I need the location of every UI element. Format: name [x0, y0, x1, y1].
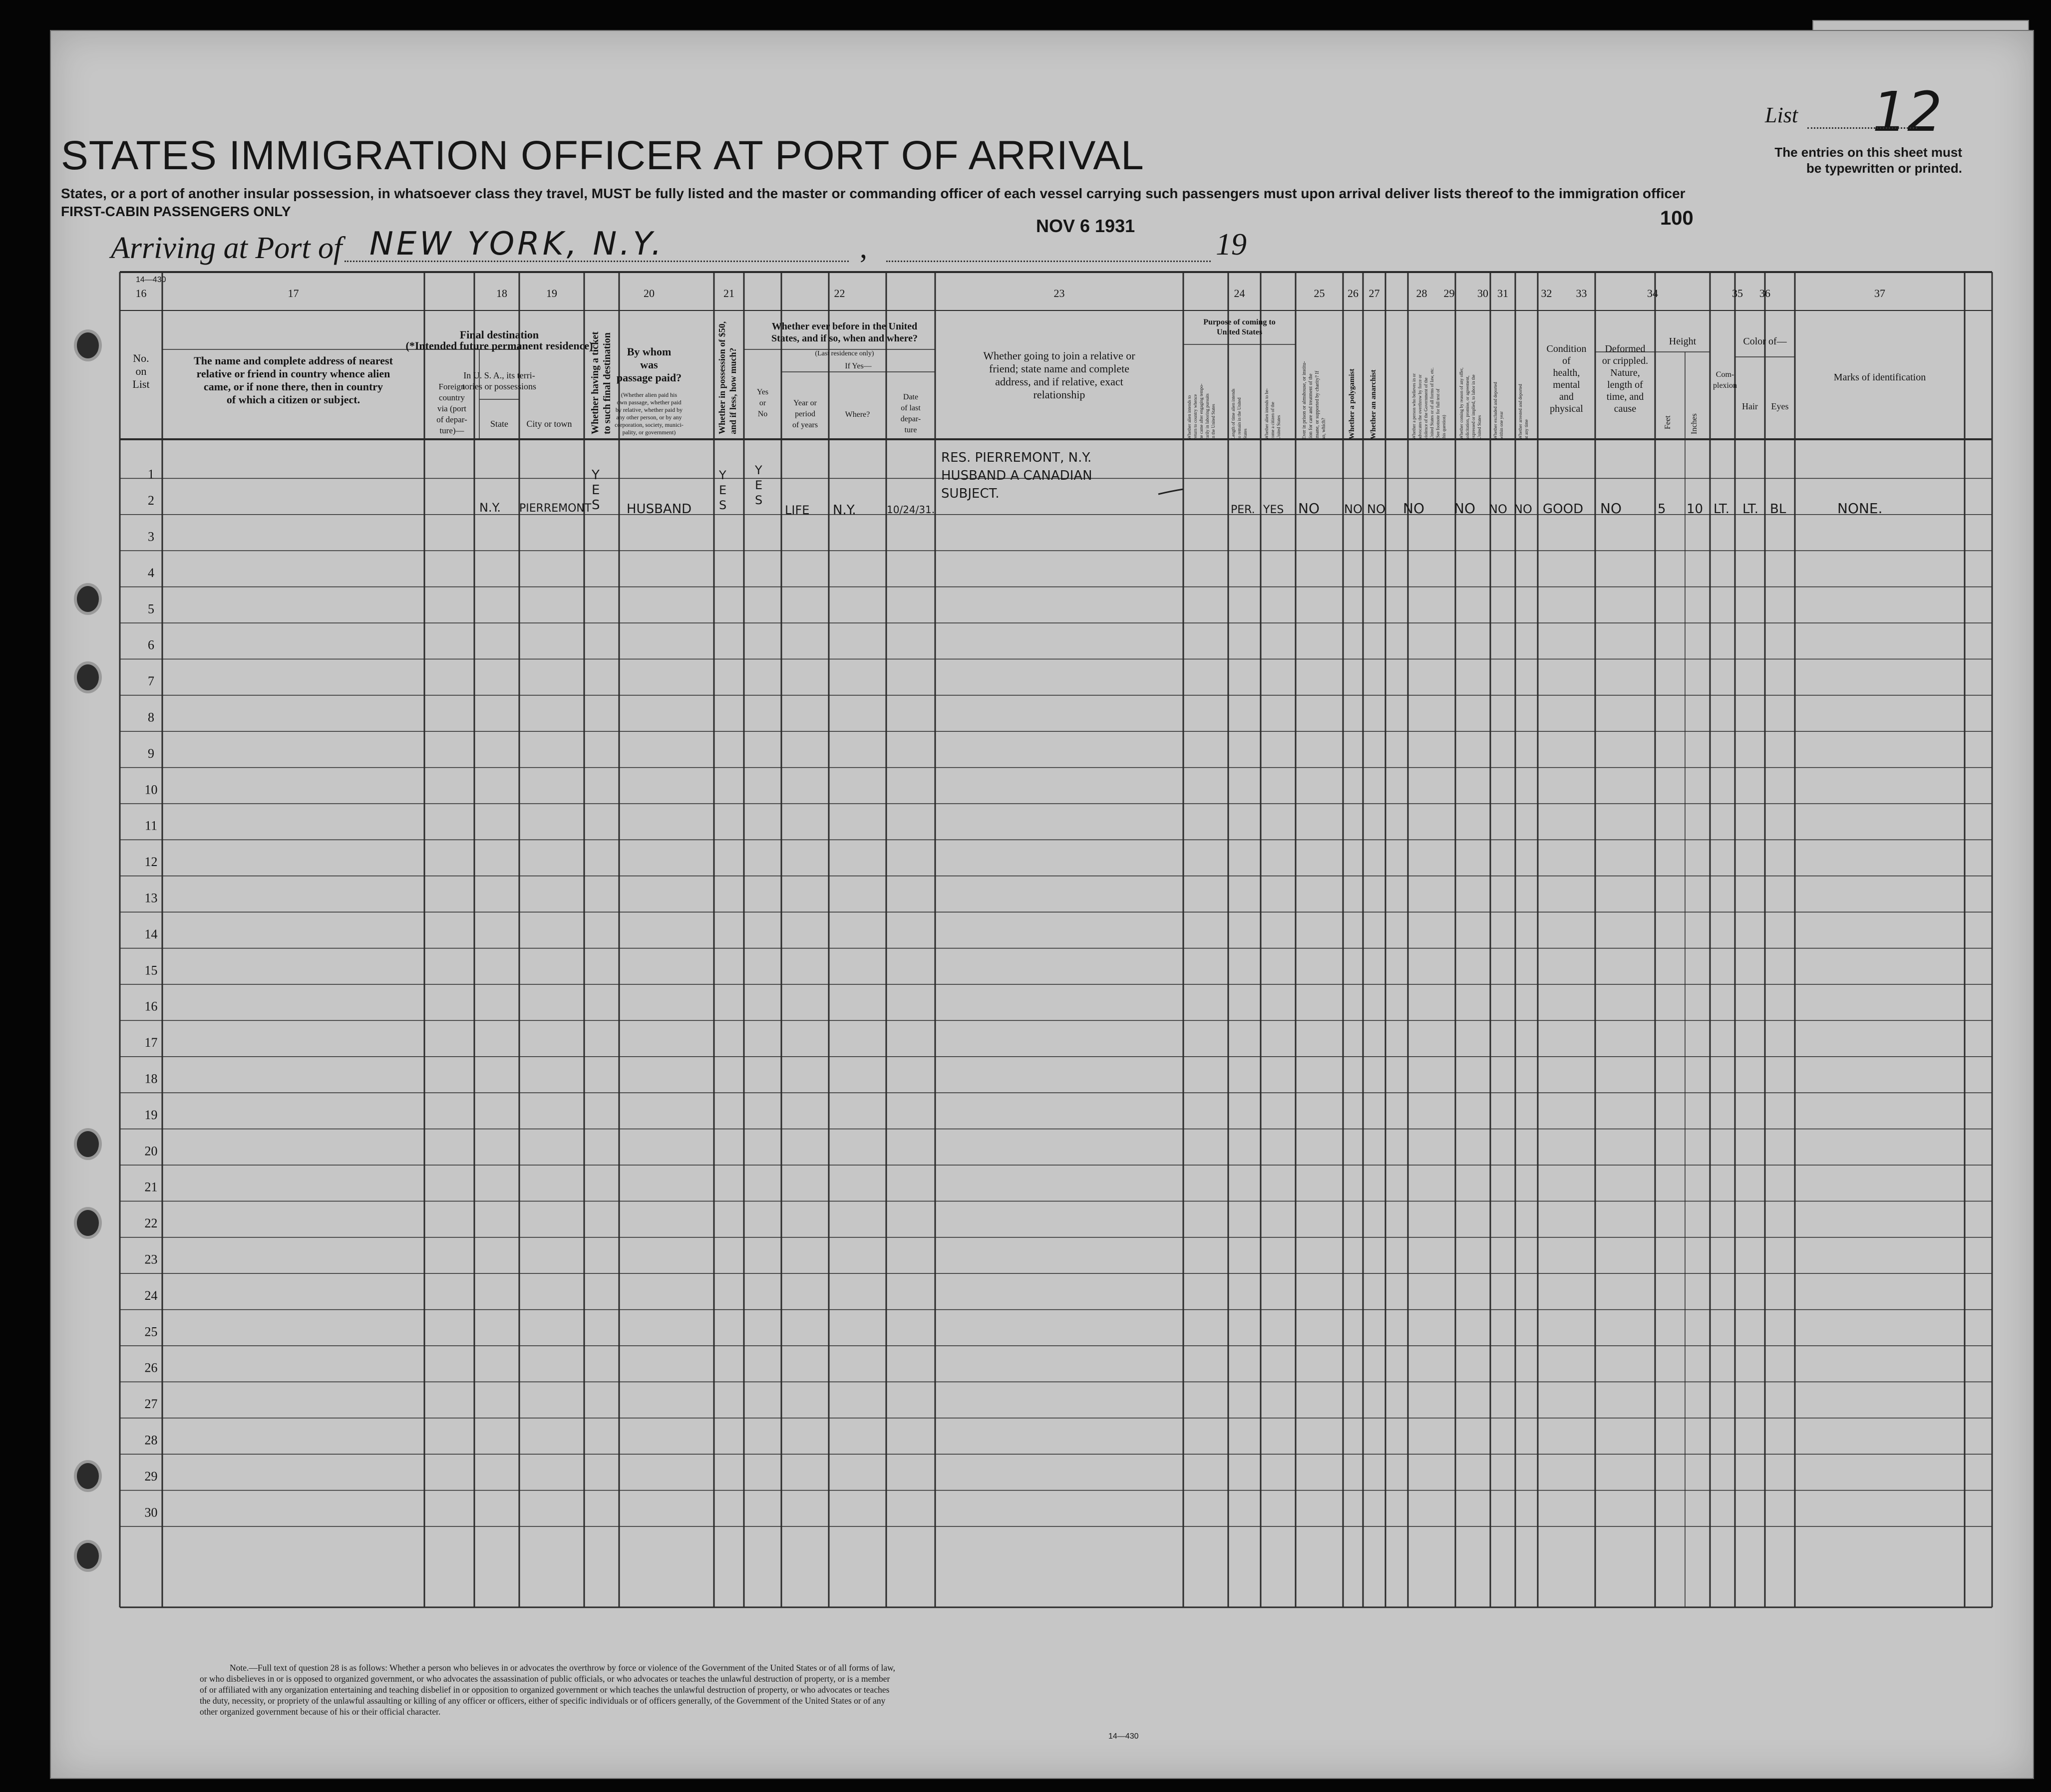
- col25-header: so, which?: [1321, 418, 1327, 439]
- col22-where: Where?: [845, 410, 870, 419]
- col22-title: Whether ever before in the United: [771, 321, 918, 332]
- entry-deformed: NO: [1600, 500, 1622, 517]
- col22-year: of years: [792, 421, 818, 429]
- row-number: 24: [144, 1288, 158, 1303]
- column-number: 31: [1497, 287, 1508, 299]
- col21-header: and if less, how much?: [728, 347, 738, 434]
- entry-fifty-dollars: S: [719, 498, 727, 512]
- col32-header: of: [1562, 355, 1571, 366]
- col35-header: plexion: [1713, 381, 1737, 390]
- col23-header: friend; state name and complete: [989, 362, 1129, 375]
- footnote-form-code: 14—430: [1108, 1732, 1139, 1741]
- entry-eyes: BL: [1770, 502, 1786, 517]
- col17-header: The name and complete address of nearest: [194, 354, 393, 367]
- entry-complexion: LT.: [1713, 502, 1729, 517]
- row-number: 2: [148, 493, 154, 508]
- col20-header: was: [640, 358, 658, 371]
- col29-header: United States: [1477, 415, 1482, 439]
- entry-instructions-2: be typewritten or printed.: [1806, 161, 1962, 176]
- footnote-line: the duty, necessity, or propriety of the unlawful assaulting or killing of any officer or officers, either of specific individuals or of officers generally, of the Government of the United States or of any: [200, 1696, 886, 1706]
- row-number: 13: [144, 891, 158, 905]
- row-number: 29: [144, 1469, 158, 1484]
- col28-header: advocates the overthrow by force or: [1417, 374, 1422, 439]
- column-number: 20: [644, 287, 655, 299]
- col22-year: period: [795, 410, 815, 418]
- row-number: 11: [144, 818, 158, 833]
- col27-header: Whether an anarchist: [1369, 369, 1377, 439]
- entry-dash-mark: [1158, 489, 1183, 494]
- subtitle-instructions: States, or a port of another insular possession, in whatsoever class they travel, MUST be fully listed and the master or commanding officer of each vessel carrying such passengers must upon arrival deliver lists thereof to the immigration officer: [61, 186, 1686, 201]
- footnote-line: of or affiliated with any organization entertaining and teaching disbelief in or opposition to organized government or which teaches the unlawful destruction of property, or who advocates or teaches: [200, 1685, 890, 1695]
- row-number: 15: [144, 963, 158, 978]
- col31-header: Whether arrested and deported: [1518, 384, 1523, 439]
- col22-yesno: or: [759, 399, 766, 407]
- column-number: 30: [1477, 287, 1488, 299]
- col22-note: (Last residence only): [815, 350, 874, 357]
- entry-fifty-dollars: E: [719, 483, 727, 497]
- col16-header: No.: [133, 352, 149, 364]
- column-number: 36: [1759, 287, 1770, 299]
- col24b-header: States: [1243, 428, 1248, 439]
- column-number: 32: [1541, 287, 1552, 299]
- column-number: 22: [834, 287, 845, 299]
- column-number: 33: [1576, 287, 1587, 299]
- col18-foreign: country: [439, 393, 465, 402]
- entry-fifty-dollars: Y: [719, 468, 726, 482]
- col24b-header: to remain in the United: [1237, 397, 1242, 439]
- col20-note: pality, or government): [622, 429, 676, 436]
- column-number: 23: [1053, 287, 1065, 299]
- col22-date: depar-: [900, 415, 921, 423]
- col28-header: United States or of all forms of law, etc.: [1429, 367, 1434, 439]
- col33-header: Nature,: [1610, 367, 1640, 378]
- column-number: 35: [1732, 287, 1743, 299]
- form-code: 14—430: [136, 276, 166, 284]
- col18-foreign: ture)—: [439, 426, 464, 435]
- col34-feet: Feet: [1664, 415, 1672, 429]
- col36-hair: Hair: [1742, 401, 1758, 411]
- col18-foreign: via (port: [437, 404, 467, 413]
- row-number: 1: [148, 467, 154, 482]
- row-number: 7: [148, 674, 154, 689]
- col24c-header: Whether alien intends to be-: [1264, 388, 1269, 439]
- row-number: 20: [144, 1144, 158, 1159]
- col22-date: ture: [904, 426, 917, 434]
- col17-header: came, or if none there, then in country: [203, 380, 383, 393]
- col25-header: tion for care and treatment of the: [1308, 373, 1314, 439]
- col22-date: of last: [901, 404, 921, 412]
- column-number: 28: [1416, 287, 1427, 299]
- col33-header: time, and: [1606, 391, 1644, 402]
- entry-city: PIERREMONT: [519, 502, 592, 515]
- entry-ticket: Y: [592, 468, 600, 483]
- row-number: 6: [148, 637, 154, 652]
- row-number: 9: [148, 746, 154, 761]
- entry-join-relative: SUBJECT.: [941, 486, 1000, 501]
- column-number: 26: [1348, 287, 1359, 299]
- entry-polygamist: NO: [1344, 502, 1363, 516]
- col31-header: at any time: [1524, 419, 1529, 439]
- col24a-header: return to country whence: [1193, 394, 1198, 439]
- list-number: 12: [1872, 80, 1942, 144]
- col16-header: on: [135, 365, 147, 377]
- entry-period: LIFE: [785, 503, 810, 517]
- row-number: 4: [148, 565, 154, 580]
- footnote-line: other organized government because of his or their official character.: [200, 1707, 441, 1717]
- col33-header: cause: [1614, 403, 1637, 414]
- entry-join-relative: RES. PIERREMONT, N.Y.: [941, 450, 1092, 465]
- row-number: 26: [144, 1360, 158, 1375]
- col33-header: Deformed: [1605, 343, 1646, 354]
- entry-become-citizen: YES: [1263, 504, 1284, 516]
- col20-note: any other person, or by any: [616, 414, 682, 421]
- col16-header: List: [132, 378, 150, 390]
- col24a-header: he came after engaging tempo-: [1199, 383, 1204, 439]
- col18-title: (*Intended future permanent residence): [405, 339, 593, 352]
- row-number: 10: [144, 782, 158, 797]
- col23-header: Whether going to join a relative or: [983, 349, 1135, 362]
- col34-inches: Inches: [1690, 413, 1699, 434]
- row-number: 8: [148, 710, 154, 725]
- entry-hair: LT.: [1742, 502, 1758, 517]
- col20-note: by relative, whether paid by: [615, 406, 683, 413]
- row-number: 14: [144, 926, 158, 941]
- row-number: 22: [144, 1216, 158, 1231]
- column-number: 24: [1234, 287, 1245, 299]
- entry-marks: NONE.: [1837, 500, 1883, 517]
- year-prefix: 19: [1216, 228, 1247, 262]
- col28-header: Whether a person who believes in or: [1411, 373, 1416, 439]
- entry-labor-offer: NO: [1454, 500, 1475, 517]
- col18-city: City or town: [526, 419, 572, 429]
- row-number: 18: [144, 1071, 158, 1086]
- col20-note: corporation, society, munici-: [615, 421, 684, 428]
- footnote-line: Note.—Full text of question 28 is as follows: Whether a person who believes in or advocates the overthrow by force or violence of the Government of the United States or of all forms of law,: [230, 1663, 896, 1673]
- col22-year: Year or: [793, 399, 817, 407]
- list-label: List: [1765, 103, 1798, 127]
- row-number: 27: [144, 1397, 158, 1412]
- column-number: 27: [1368, 287, 1380, 299]
- col24-title: Purpose of coming to: [1203, 318, 1276, 326]
- page-title: STATES IMMIGRATION OFFICER AT PORT OF ARRIVAL: [61, 133, 1144, 178]
- page-count: 100: [1660, 207, 1694, 229]
- col28-header: (See footnote for full text of: [1435, 388, 1440, 439]
- entry-state: N.Y.: [479, 501, 501, 515]
- entry-date-departure: 10/24/31.: [887, 504, 935, 516]
- entry-before-in-us: S: [755, 493, 763, 507]
- col17-header: relative or friend in country whence alien: [196, 367, 390, 380]
- col18-usa: In U. S. A., its terri-: [463, 370, 535, 380]
- entry-paid-by: HUSBAND: [627, 502, 692, 517]
- col18-usa: tories or possessions: [462, 381, 536, 391]
- col20-header: By whom: [627, 345, 672, 358]
- column-number: 37: [1874, 287, 1885, 299]
- row-number: 3: [148, 529, 154, 544]
- col18-state: State: [490, 419, 508, 429]
- entry-feet: 5: [1658, 502, 1666, 517]
- column-number: 21: [723, 287, 734, 299]
- arriving-label: Arriving at Port of: [111, 231, 342, 265]
- col33-header: length of: [1607, 379, 1643, 390]
- col20-header: passage paid?: [616, 371, 682, 384]
- column-number: 34: [1647, 287, 1658, 299]
- col29-header: solicitation, promise, or agreement,: [1465, 375, 1470, 439]
- col28-header: violence of the Government of the: [1423, 377, 1428, 439]
- column-number: 29: [1443, 287, 1455, 299]
- col32-header: physical: [1550, 403, 1583, 414]
- col17-header: of which a citizen or subject.: [226, 393, 360, 406]
- col33-header: or crippled.: [1602, 355, 1649, 366]
- col25-header: insane, or supported by charity? If: [1315, 370, 1320, 439]
- col32-header: Condition: [1546, 343, 1587, 354]
- column-number: 19: [546, 287, 557, 299]
- col22-yesno: No: [757, 410, 768, 418]
- entry-anarchist: NO: [1367, 502, 1385, 516]
- entry-join-relative: HUSBAND A CANADIAN: [941, 468, 1092, 483]
- column-number: 16: [135, 287, 147, 299]
- row-number: 17: [144, 1035, 158, 1050]
- col34-title: Height: [1669, 336, 1697, 347]
- col18-foreign: Foreign: [438, 382, 465, 391]
- col24a-header: in the United States: [1211, 404, 1216, 439]
- subtitle-class: FIRST-CABIN PASSENGERS ONLY: [61, 204, 291, 219]
- row-number: 30: [144, 1505, 158, 1520]
- col36-title: Color of—: [1743, 336, 1787, 347]
- col19-header: to such final destination: [602, 332, 613, 434]
- col22-ifyes: If Yes—: [845, 362, 872, 370]
- entry-deported: NO: [1514, 502, 1532, 516]
- entry-where: N.Y.: [833, 503, 856, 518]
- col18-title: Final destination: [459, 328, 539, 341]
- entry-instructions-1: The entries on this sheet must: [1774, 145, 1962, 160]
- arriving-port: NEW YORK, N.Y.: [369, 226, 665, 263]
- entry-health: GOOD: [1543, 502, 1584, 517]
- column-number: 17: [288, 287, 299, 299]
- col20-note: (Whether alien paid his: [621, 391, 678, 398]
- row-number: 28: [144, 1433, 158, 1448]
- row-number: 23: [144, 1252, 158, 1267]
- col24c-header: come a citizen of the: [1270, 402, 1275, 439]
- col19-header: Whether having a ticket: [590, 331, 601, 434]
- col37-header: Marks of identification: [1833, 372, 1926, 383]
- col20-note: own passage, whether paid: [617, 399, 682, 406]
- col32-header: health,: [1553, 367, 1580, 378]
- col35-header: Com-: [1715, 370, 1734, 379]
- col22-title: States, and if so, when and where?: [771, 333, 918, 344]
- entry-ticket: E: [592, 483, 600, 498]
- col28-header: this question): [1441, 415, 1446, 439]
- row-number: 19: [144, 1107, 158, 1122]
- row-number: 25: [144, 1324, 158, 1339]
- col22-yesno: Yes: [756, 388, 769, 396]
- col23-header: relationship: [1033, 388, 1085, 401]
- date-stamp: NOV 6 1931: [1036, 216, 1135, 236]
- row-number: 16: [144, 999, 158, 1014]
- entry-question-28: NO: [1403, 500, 1424, 517]
- row-number: 12: [144, 855, 158, 870]
- col29-header: Whether coming by reason of any offer,: [1459, 367, 1464, 439]
- entry-inches: 10: [1687, 502, 1704, 517]
- col30-header: Whether excluded and deported: [1493, 382, 1498, 439]
- col24a-header: Whether alien intends to: [1187, 395, 1192, 439]
- col26-header: Whether a polygamist: [1348, 368, 1356, 439]
- col30-header: within one year: [1499, 411, 1504, 439]
- col24c-header: United States: [1276, 415, 1281, 439]
- column-number: 25: [1314, 287, 1325, 299]
- col25-header: Ever in prison or almshouse, or institu-: [1302, 361, 1307, 439]
- col24-title: United States: [1216, 328, 1263, 336]
- col21-header: Whether in possession of $50,: [717, 321, 727, 434]
- col32-header: mental: [1553, 379, 1580, 390]
- footnote-line: or who disbelieves in or is opposed to organized government, or who advocates the assassination of public officials, or who advocates or teaches the unlawful destruction of property, or is a member: [200, 1674, 890, 1684]
- footnote: [200, 1662, 1198, 1717]
- entry-ticket: S: [592, 498, 600, 513]
- row-number: 21: [144, 1180, 158, 1195]
- arriving-comma: ,: [860, 231, 867, 264]
- col32-header: and: [1559, 391, 1574, 402]
- entry-before-in-us: E: [755, 478, 763, 492]
- col23-header: address, and if relative, exact: [995, 375, 1123, 388]
- col24b-header: Length of time alien intends: [1231, 388, 1236, 439]
- entry-prison: NO: [1298, 500, 1320, 517]
- entry-excluded: NO: [1489, 502, 1507, 516]
- col18-foreign: of depar-: [436, 415, 467, 424]
- row-number: 5: [148, 601, 154, 616]
- col22-date: Date: [903, 393, 919, 401]
- col36-eyes: Eyes: [1771, 401, 1789, 411]
- entry-before-in-us: Y: [755, 463, 762, 477]
- col24a-header: rarily in laboring pursuits: [1205, 393, 1210, 439]
- col29-header: expressed or implied, to labor in the: [1471, 374, 1476, 439]
- entry-length-stay: PER.: [1231, 504, 1255, 516]
- column-number: 18: [496, 287, 507, 299]
